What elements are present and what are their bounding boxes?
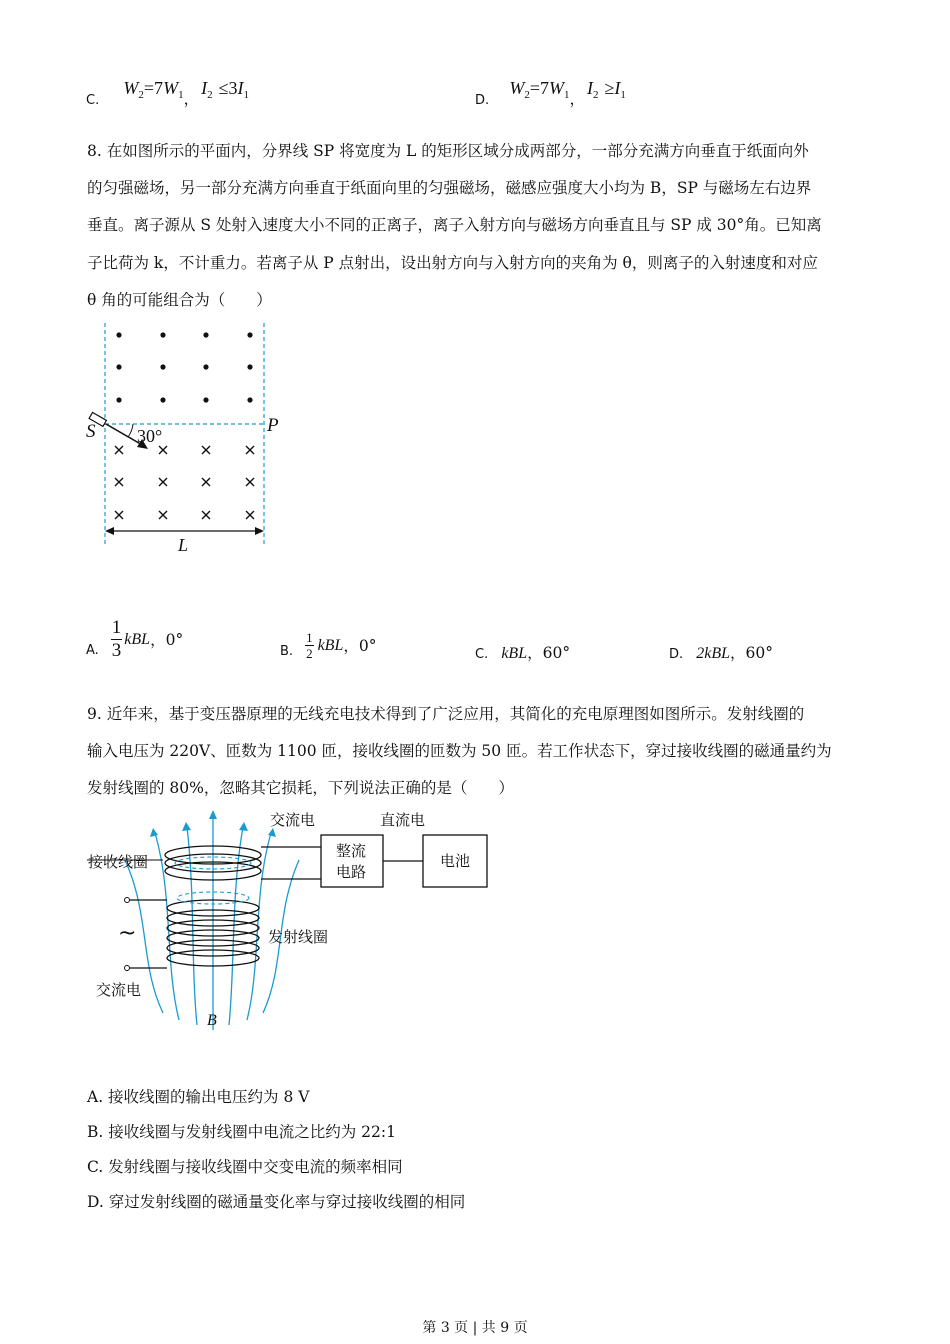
option-letter: B. xyxy=(280,644,294,659)
relation: ≥ xyxy=(604,78,615,98)
label-angle: 30° xyxy=(137,426,163,446)
comma: ， xyxy=(183,90,200,108)
label-rectifier-2: 电路 xyxy=(336,863,367,881)
fraction-numerator: 1 xyxy=(111,617,122,638)
option-letter: A. xyxy=(86,643,99,658)
option-angle: ，60° xyxy=(730,644,774,662)
option-letter: C. xyxy=(475,647,489,662)
ac-source-symbol: ~ xyxy=(118,921,137,946)
q8-line-2: 的匀强磁场，另一部分充满方向垂直于纸面向里的匀强磁场，磁感应强度大小均为 B，SP 与磁场左右边界 xyxy=(87,179,812,197)
q8-option-c xyxy=(475,643,570,663)
label-l: L xyxy=(178,535,189,555)
w2-symbol: W xyxy=(123,78,139,98)
subscript: 2 xyxy=(524,89,530,101)
q8-option-d xyxy=(669,643,773,663)
label-s: S xyxy=(86,421,96,442)
q9-line-2: 输入电压为 220V、匝数为 1100 匝，接收线圈的匝数为 50 匝。若工作状态下，穿过接收线圈的磁通量约为 xyxy=(87,742,832,760)
w2-symbol: W xyxy=(509,78,525,98)
equals-seven: =7 xyxy=(529,78,549,98)
fraction-numerator: 1 xyxy=(306,630,313,645)
option-letter: D. xyxy=(669,647,684,662)
label-p: P xyxy=(267,415,279,436)
angle-arc xyxy=(128,424,133,437)
option-angle: ，60° xyxy=(527,644,571,662)
out-of-page-field-dots xyxy=(116,332,252,402)
q9-wireless-charging-figure xyxy=(85,805,505,1035)
label-battery: 电池 xyxy=(440,852,471,870)
q8-line-3: 垂直。离子源从 S 处射入速度大小不同的正离子，离子入射方向与磁场方向垂直且与 SP 成 30°角。已知离 xyxy=(87,216,822,234)
w1-symbol: W xyxy=(549,78,564,98)
q9-line-3: 发射线圈的 80%，忽略其它损耗，下列说法正确的是（ ） xyxy=(87,779,514,797)
option-expression: 2kBL xyxy=(696,645,731,662)
comma: ， xyxy=(569,90,586,108)
w1-symbol: W xyxy=(163,78,179,98)
equals-seven: =7 xyxy=(143,78,164,98)
q8-option-a xyxy=(86,617,183,662)
label-ac-bottom: 交流电 xyxy=(96,981,142,999)
page-footer: 第 3 页 | 共 9 页 xyxy=(422,1320,528,1336)
q8-line-5: θ 角的可能组合为（ ） xyxy=(87,291,272,309)
q9-option-b: B. 接收线圈与发射线圈中电流之比约为 22:1 xyxy=(87,1123,396,1141)
i2-symbol: I xyxy=(587,78,594,98)
label-receiver-coil: 接收线圈 xyxy=(88,853,149,871)
q7-option-c xyxy=(86,78,249,109)
relation: ≤3 xyxy=(218,78,238,98)
option-angle: ，0° xyxy=(150,630,184,649)
option-expression: kBL xyxy=(124,630,151,648)
fraction-denominator: 3 xyxy=(111,640,122,661)
i1-symbol: I xyxy=(237,78,244,98)
subscript: 1 xyxy=(620,89,626,101)
label-dc-top: 直流电 xyxy=(380,811,426,829)
label-transmitter-coil: 发射线圈 xyxy=(268,928,329,946)
subscript: 1 xyxy=(564,89,570,101)
subscript: 1 xyxy=(243,89,249,101)
option-letter: C. xyxy=(86,93,100,108)
label-ac-top: 交流电 xyxy=(270,811,316,829)
q9-option-c: C. 发射线圈与接收线圈中交变电流的频率相同 xyxy=(87,1158,403,1176)
q9-option-a: A. 接收线圈的输出电压约为 8 V xyxy=(87,1088,310,1106)
label-rectifier-1: 整流 xyxy=(336,842,367,860)
q9-option-d: D. 穿过发射线圈的磁通量变化率与穿过接收线圈的相同 xyxy=(87,1193,466,1211)
subscript: 2 xyxy=(138,89,144,101)
option-expression: kBL xyxy=(317,636,344,654)
q8-line-1: 8. 在如图所示的平面内，分界线 SP 将宽度为 L 的矩形区域分成两部分，一部分充满方向垂直于纸面向外 xyxy=(87,142,809,160)
option-letter: D. xyxy=(475,93,490,108)
q8-magnetic-field-figure xyxy=(80,318,300,558)
i1-symbol: I xyxy=(614,78,621,98)
q8-line-4: 子比荷为 k，不计重力。若离子从 P 点射出，设出射方向与入射方向的夹角为 θ，则离子的入射速度和对应 xyxy=(87,254,818,272)
q8-option-b xyxy=(280,630,376,661)
q7-option-d xyxy=(475,78,626,109)
subscript: 1 xyxy=(178,89,184,101)
subscript: 2 xyxy=(207,89,213,101)
option-expression: kBL xyxy=(501,645,528,662)
label-b-field: B xyxy=(207,1012,217,1029)
into-page-field-crosses xyxy=(115,446,254,519)
i2-symbol: I xyxy=(201,78,208,98)
subscript: 2 xyxy=(593,89,599,101)
option-angle: ，0° xyxy=(343,636,377,655)
q9-line-1: 9. 近年来，基于变压器原理的无线充电技术得到了广泛应用，其简化的充电原理图如图所示。发射线圈的 xyxy=(87,705,805,723)
fraction-denominator: 2 xyxy=(306,646,313,661)
